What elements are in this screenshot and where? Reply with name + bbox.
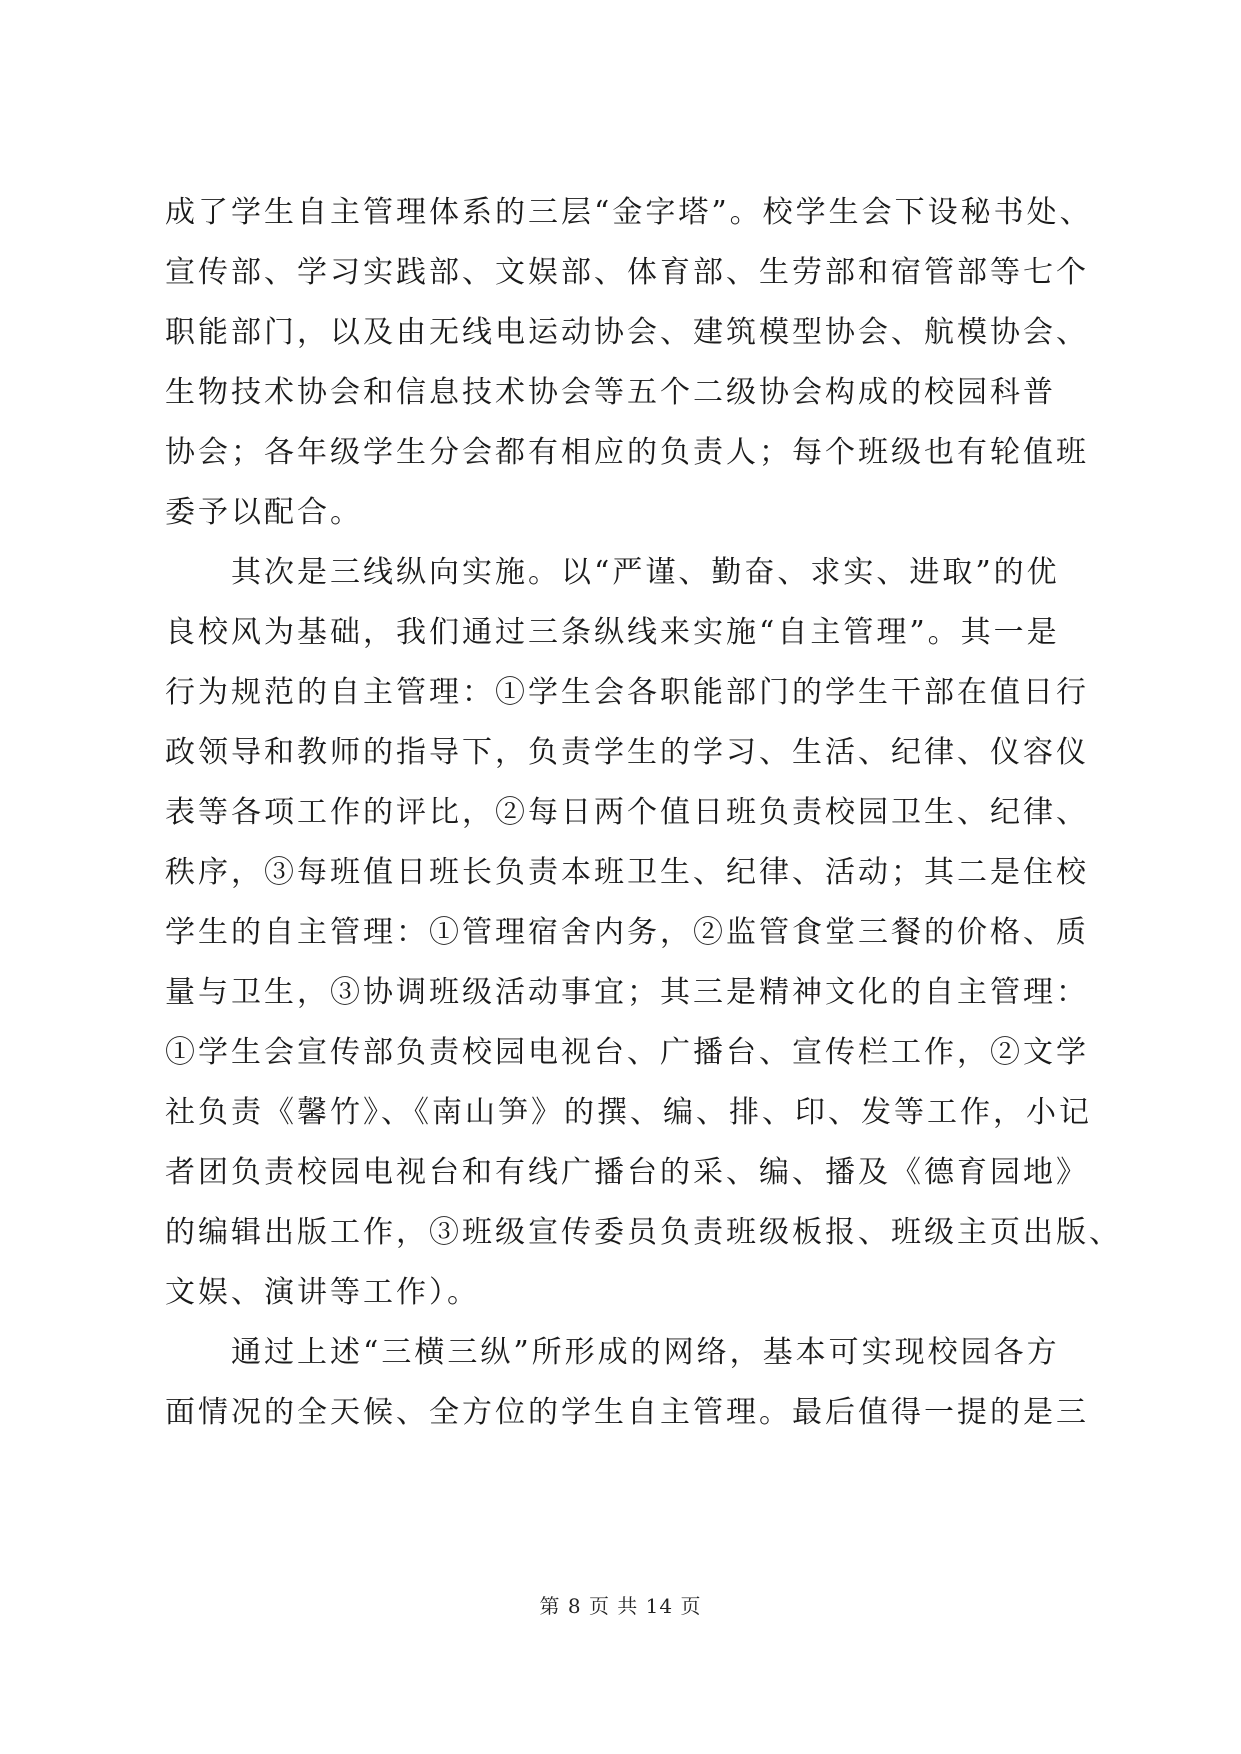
body-text xyxy=(165,183,1122,1443)
text-line: 量与卫生，③协调班级活动事宜；其三是精神文化的自主管理： xyxy=(165,975,1089,1010)
text-line: 生物技术协会和信息技术协会等五个二级协会构成的校园科普 xyxy=(165,375,1056,410)
text-line: ①学生会宣传部负责校园电视台、广播台、宣传栏工作，②文学 xyxy=(165,1035,1089,1070)
page-footer xyxy=(0,1590,1241,1619)
text-line: 宣传部、学习实践部、文娱部、体育部、生劳部和宿管部等七个 xyxy=(165,255,1089,290)
text-line: 协会；各年级学生分会都有相应的负责人；每个班级也有轮值班 xyxy=(165,435,1089,470)
text-line: 文娱、演讲等工作）。 xyxy=(165,1275,480,1310)
text-line: 其次是三线纵向实施。以“严谨、勤奋、求实、进取”的优 xyxy=(165,555,1060,590)
text-line: 的编辑出版工作，③班级宣传委员负责班级板报、班级主页出版、 xyxy=(165,1215,1122,1250)
text-line: 政领导和教师的指导下，负责学生的学习、生活、纪律、仪容仪 xyxy=(165,735,1089,770)
text-line: 良校风为基础，我们通过三条纵线来实施“自主管理”。其一是 xyxy=(165,615,1060,650)
text-line: 表等各项工作的评比，②每日两个值日班负责校园卫生、纪律、 xyxy=(165,795,1089,830)
text-line: 职能部门，以及由无线电运动协会、建筑模型协会、航模协会、 xyxy=(165,315,1089,350)
text-line: 面情况的全天候、全方位的学生自主管理。最后值得一提的是三 xyxy=(165,1395,1089,1430)
text-line: 行为规范的自主管理：①学生会各职能部门的学生干部在值日行 xyxy=(165,675,1089,710)
text-line: 委予以配合。 xyxy=(165,495,363,530)
text-line: 者团负责校园电视台和有线广播台的采、编、播及《德育园地》 xyxy=(165,1155,1089,1190)
text-line: 通过上述“三横三纵”所形成的网络，基本可实现校园各方 xyxy=(165,1335,1060,1370)
text-line: 秩序，③每班值日班长负责本班卫生、纪律、活动；其二是住校 xyxy=(165,855,1089,890)
text-line: 学生的自主管理：①管理宿舍内务，②监管食堂三餐的价格、质 xyxy=(165,915,1089,950)
page-number-label: 第 8 页 共 14 页 xyxy=(539,1594,702,1618)
text-line: 社负责《馨竹》、《南山笋》的撰、编、排、印、发等工作，小记 xyxy=(165,1095,1092,1130)
text-line: 成了学生自主管理体系的三层“金字塔”。校学生会下设秘书处、 xyxy=(165,195,1093,230)
